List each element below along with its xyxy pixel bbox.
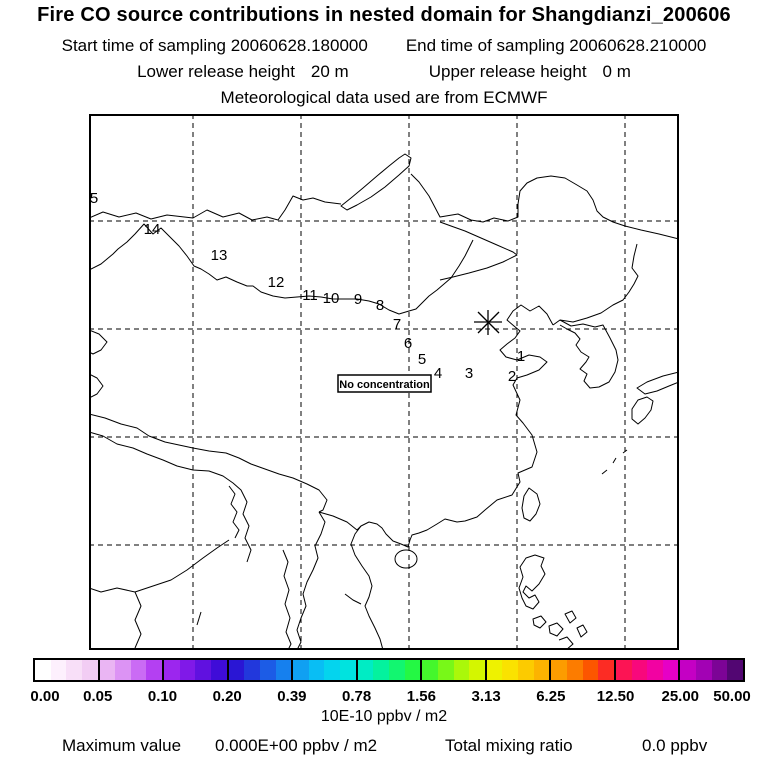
colorbar: [33, 658, 745, 682]
colorbar-segment: [356, 660, 421, 680]
footer-stats: [0, 736, 768, 758]
colorbar-tick-label: 0.00: [30, 688, 60, 705]
colorbar-tick-label: 0.20: [212, 688, 242, 705]
trajectory-hour-labels: [90, 190, 525, 385]
colorbar-cell: [487, 660, 503, 680]
map-canvas: [89, 114, 679, 650]
colorbar-segment: [162, 660, 227, 680]
colorbar-cell: [438, 660, 454, 680]
colorbar-tick-label: 50.00: [713, 688, 751, 705]
colorbar-cell: [340, 660, 356, 680]
colorbar-tick-label: 3.13: [471, 688, 501, 705]
colorbar-cell: [502, 660, 518, 680]
colorbar-cell: [534, 660, 550, 680]
colorbar-cell: [66, 660, 82, 680]
colorbar-cell: [405, 660, 421, 680]
colorbar-cell: [454, 660, 470, 680]
colorbar-tick-label: 12.50: [596, 688, 635, 705]
colorbar-cell: [244, 660, 260, 680]
colorbar-cell: [211, 660, 227, 680]
colorbar-cell: [727, 660, 743, 680]
colorbar-cell: [616, 660, 632, 680]
colorbar-cell: [598, 660, 614, 680]
colorbar-tick-label: 1.56: [406, 688, 436, 705]
sampling-time-line: [0, 36, 768, 56]
colorbar-cell: [309, 660, 325, 680]
colorbar-cell: [293, 660, 309, 680]
trajectory-hour-6: 6: [403, 335, 413, 352]
trajectory-hour-7: 7: [392, 316, 402, 333]
colorbar-cell: [358, 660, 374, 680]
total-mixing-ratio-value: 0.0 ppbv: [642, 736, 708, 755]
colorbar-cell: [82, 660, 98, 680]
map-panel: [89, 114, 679, 650]
trajectory-hour-1: 1: [516, 348, 526, 365]
figure-title: Fire CO source contributions in nested domain for Shangdianzi_200606: [37, 4, 731, 26]
met-data-line: Meteorological data used are from ECMWF: [220, 88, 548, 107]
colorbar-cell: [100, 660, 116, 680]
start-time-text: Start time of sampling 20060628.180000: [61, 36, 368, 55]
colorbar-cell: [146, 660, 162, 680]
lower-release-value: 20 m: [310, 62, 349, 81]
trajectory-hour-5: 5: [417, 351, 427, 368]
colorbar-tick-label: 0.39: [277, 688, 307, 705]
lower-release-pair: [137, 62, 349, 82]
no-concentration-text: No concentration: [339, 379, 430, 391]
colorbar-cell: [567, 660, 583, 680]
colorbar-cell: [551, 660, 567, 680]
colorbar-cell: [373, 660, 389, 680]
trajectory-hour-8: 8: [375, 297, 385, 314]
colorbar-tick-label: 0.10: [147, 688, 178, 705]
colorbar-cell: [51, 660, 67, 680]
colorbar-segment: [227, 660, 292, 680]
upper-release-label: Upper release height: [428, 62, 587, 81]
colorbar-cell: [180, 660, 196, 680]
trajectory-hour-11: 11: [302, 287, 318, 304]
colorbar-cell: [276, 660, 292, 680]
colorbar-cell: [469, 660, 485, 680]
coastline-paths: [89, 154, 679, 650]
colorbar-tick-label: 6.25: [536, 688, 566, 705]
colorbar-segment: [35, 660, 98, 680]
colorbar-cell: [115, 660, 131, 680]
colorbar-tick-label: 25.00: [661, 688, 700, 705]
colorbar-cell: [518, 660, 534, 680]
colorbar-segment: [678, 660, 743, 680]
colorbar-cell: [131, 660, 147, 680]
colorbar-cell: [712, 660, 728, 680]
trajectory-hour-2: 2: [507, 368, 517, 385]
total-mixing-ratio-label: Total mixing ratio: [445, 736, 573, 755]
trajectory-hour-10: 10: [322, 290, 340, 307]
colorbar-tick-label: 0.05: [83, 688, 113, 705]
colorbar-cell: [647, 660, 663, 680]
colorbar-cell: [680, 660, 696, 680]
trajectory-hour-4: 4: [433, 365, 443, 382]
colorbar-segment: [549, 660, 614, 680]
colorbar-units-label: 10E-10 ppbv / m2: [320, 708, 448, 725]
release-site-asterisk: [474, 310, 502, 335]
colorbar-tick-label: 0.78: [342, 688, 372, 705]
colorbar-segment: [291, 660, 356, 680]
maximum-value: 0.000E+00 ppbv / m2: [215, 736, 378, 755]
colorbar-cell: [324, 660, 340, 680]
trajectory-hour-14: 14: [143, 221, 161, 238]
lower-release-label: Lower release height: [137, 62, 295, 81]
end-time-text: End time of sampling 20060628.210000: [405, 36, 707, 55]
colorbar-cell: [229, 660, 245, 680]
colorbar-cell: [35, 660, 51, 680]
no-concentration-box: [338, 375, 431, 392]
colorbar-segment: [485, 660, 550, 680]
trajectory-hour-12: 12: [267, 274, 285, 291]
colorbar-cell: [663, 660, 679, 680]
trajectory-hour-13: 13: [210, 247, 228, 264]
trajectory-hour-5: 5: [89, 190, 99, 207]
colorbar-cell: [164, 660, 180, 680]
colorbar-cell: [583, 660, 599, 680]
colorbar-cell: [389, 660, 405, 680]
maximum-value-label: Maximum value: [62, 736, 182, 755]
colorbar-cell: [696, 660, 712, 680]
colorbar-segment: [420, 660, 485, 680]
colorbar-segment: [614, 660, 679, 680]
colorbar-segment: [98, 660, 163, 680]
colorbar-cell: [195, 660, 211, 680]
trajectory-hour-9: 9: [353, 291, 363, 308]
colorbar-cell: [422, 660, 438, 680]
colorbar-cell: [632, 660, 648, 680]
colorbar-cell: [260, 660, 276, 680]
trajectory-hour-3: 3: [464, 365, 474, 382]
upper-release-pair: [429, 62, 631, 82]
upper-release-value: 0 m: [602, 62, 631, 81]
release-height-line: [0, 62, 768, 82]
